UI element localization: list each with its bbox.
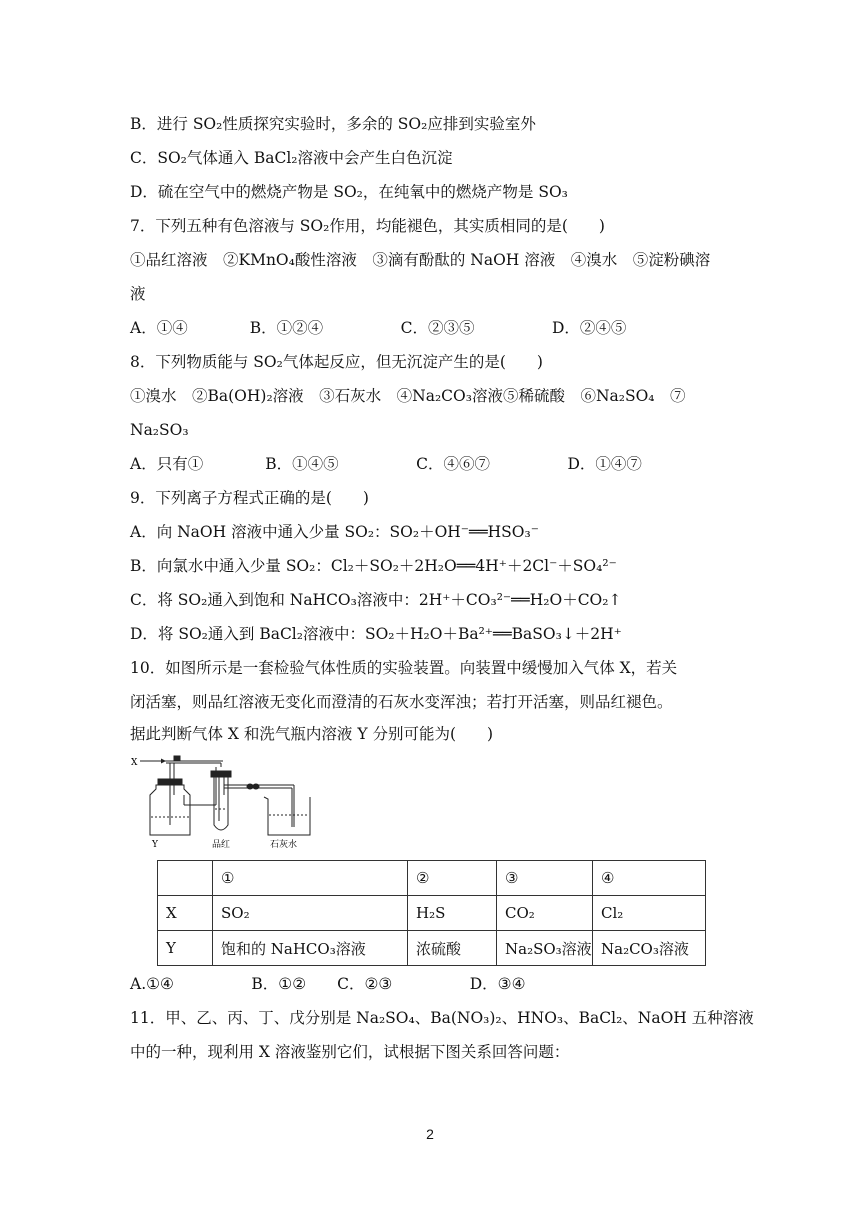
table-cell: 浓硫酸 (408, 931, 497, 966)
q9-option-b: B．向氯水中通入少量 SO₂：Cl₂＋SO₂＋2H₂O══4H⁺＋2Cl⁻＋SO₄²⁻ (130, 557, 617, 575)
q6-option-d: D．硫在空气中的燃烧产物是 SO₂，在纯氧中的燃烧产物是 SO₃ (130, 183, 568, 201)
diagram-label-limewater: 石灰水 (270, 840, 298, 850)
table-row (158, 931, 706, 966)
table-cell: Y (158, 931, 213, 966)
table-cell (158, 861, 213, 896)
table-cell: CO₂ (497, 896, 593, 931)
table-cell: Na₂CO₃溶液 (593, 931, 706, 966)
q8-options: A．只有① B．①④⑤ C．④⑥⑦ D．①④⑦ (130, 455, 642, 473)
q10-stem-line2: 闭活塞，则品红溶液无变化而澄清的石灰水变浑浊；若打开活塞，则品红褪色。 (130, 693, 673, 711)
q9-option-a: A．向 NaOH 溶液中通入少量 SO₂：SO₂＋OH⁻══HSO₃⁻ (130, 523, 539, 541)
q6-option-b: B．进行 SO₂性质探究实验时，多余的 SO₂应排到实验室外 (130, 115, 536, 133)
q6-option-c: C．SO₂气体通入 BaCl₂溶液中会产生白色沉淀 (130, 149, 453, 167)
q7-options: A．①④ B．①②④ C．②③⑤ D．②④⑤ (130, 319, 627, 337)
q10-stem-line3: 据此判断气体 X 和洗气瓶内溶液 Y 分别可能为( ) (130, 725, 494, 743)
apparatus-diagram (128, 755, 318, 850)
q11-stem-line2: 中的一种，现利用 X 溶液鉴别它们，试根据下图关系回答问题： (130, 1043, 570, 1061)
q8-items: ①溴水 ②Ba(OH)₂溶液 ③石灰水 ④Na₂CO₃溶液⑤稀硫酸 ⑥Na₂SO₄ ⑦ (130, 387, 686, 405)
table-cell: 饱和的 NaHCO₃溶液 (213, 931, 408, 966)
q9-option-c: C．将 SO₂通入到饱和 NaHCO₃溶液中：2H⁺＋CO₃²⁻══H₂O＋CO₂↑ (130, 591, 622, 609)
table-cell: Na₂SO₃溶液 (497, 931, 593, 966)
q7-items: ①品红溶液 ②KMnO₄酸性溶液 ③滴有酚酞的 NaOH 溶液 ④溴水 ⑤淀粉碘溶 (130, 251, 711, 269)
q7-items-cont: 液 (130, 285, 146, 303)
table-cell: ② (408, 861, 497, 896)
diagram-label-y: Y (152, 840, 158, 850)
table-row (158, 861, 706, 896)
table-row (158, 896, 706, 931)
table-cell: X (158, 896, 213, 931)
q10-options: A.①④ B．①② C．②③ D．③④ (130, 975, 526, 993)
q9-stem: 9．下列离子方程式正确的是( ) (130, 489, 369, 507)
q8-items-cont: Na₂SO₃ (130, 421, 189, 439)
diagram-label-pinhong: 品红 (212, 840, 231, 850)
q8-stem: 8．下列物质能与 SO₂气体起反应，但无沉淀产生的是( ) (130, 353, 543, 371)
table-cell: H₂S (408, 896, 497, 931)
diagram-label-x: X (131, 758, 138, 768)
page-number: 2 (426, 1126, 434, 1142)
q7-stem: 7．下列五种有色溶液与 SO₂作用，均能褪色，其实质相同的是( ) (130, 217, 605, 235)
q10-stem-line1: 10．如图所示是一套检验气体性质的实验装置。向装置中缓慢加入气体 X，若关 (130, 659, 678, 677)
q11-stem-line1: 11．甲、乙、丙、丁、戊分别是 Na₂SO₄、Ba(NO₃)₂、HNO₃、BaCl₂、NaOH 五种溶液 (130, 1009, 754, 1027)
table-cell: ① (213, 861, 408, 896)
table-cell: Cl₂ (593, 896, 706, 931)
table-cell: SO₂ (213, 896, 408, 931)
q9-option-d: D．将 SO₂通入到 BaCl₂溶液中：SO₂＋H₂O＋Ba²⁺══BaSO₃↓＋2H⁺ (130, 625, 622, 643)
table-cell: ③ (497, 861, 593, 896)
q10-options-table (157, 860, 706, 966)
table-cell: ④ (593, 861, 706, 896)
